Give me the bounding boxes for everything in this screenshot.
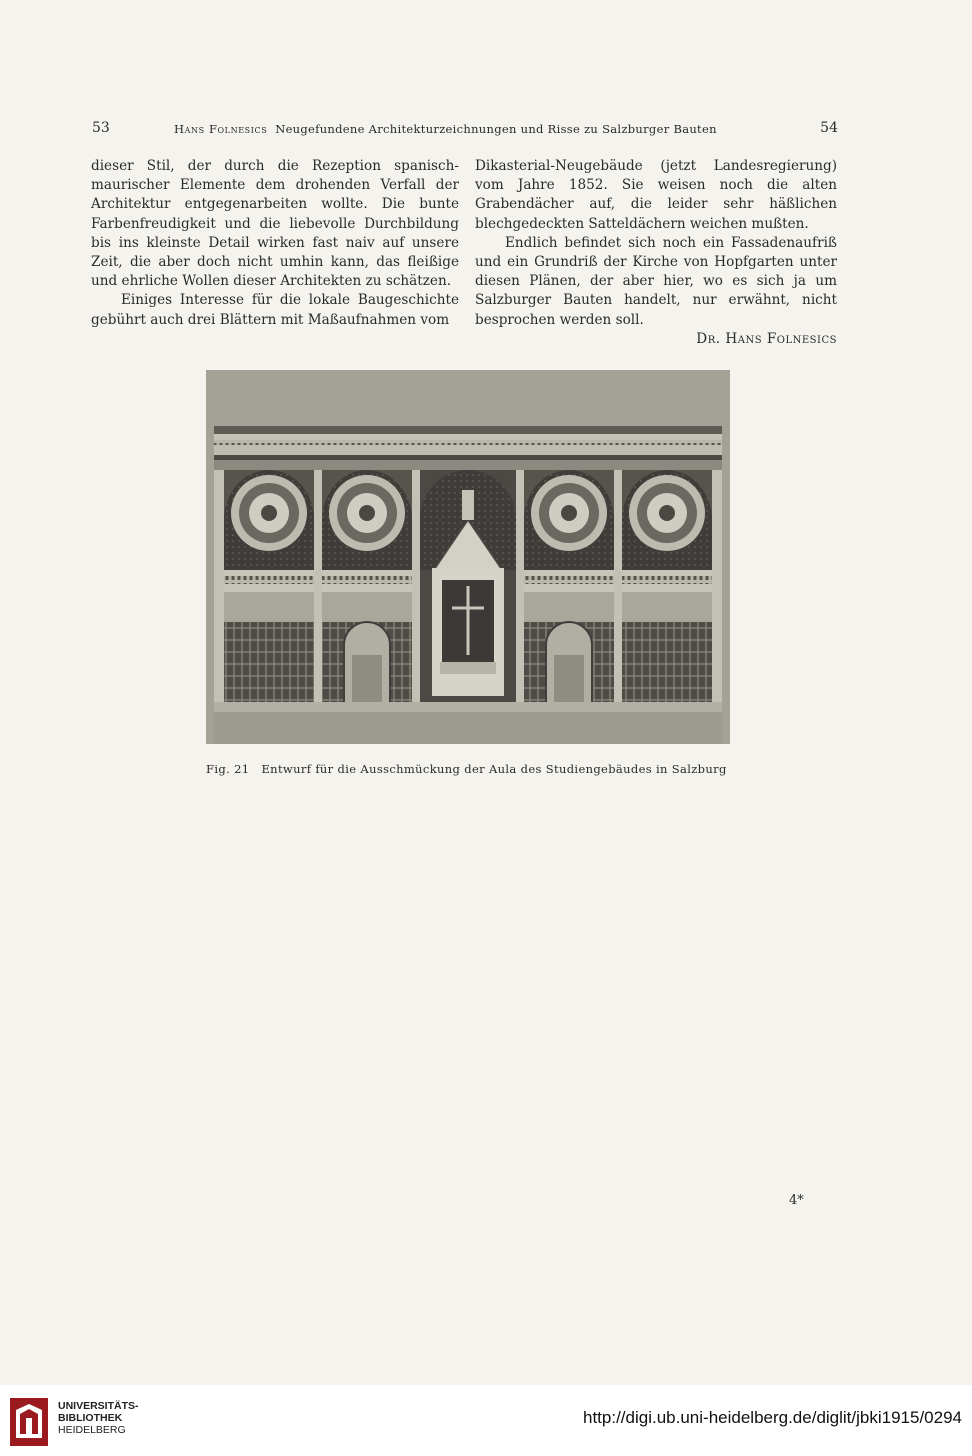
university-library-logo-icon[interactable]	[10, 1398, 48, 1446]
left-paragraph-1: dieser Stil, der durch die Rezeption spanisch-maurischer Elemente dem drohenden Verfall der Architektur entgegenarbeiten wollte. Die bunte Farbenfreudigkeit und die liebevolle Durchbildung bis ins kleinste Detail wirken fast naiv auf unsere Zeit, die aber doch nicht umhin kann, das fleißige und ehrliche Wollen dieser Architekten zu schätzen.	[91, 158, 459, 290]
running-header	[92, 120, 838, 142]
left-paragraph-2: Einiges Interesse für die lokale Baugeschichte gebührt auch drei Blättern mit Maßaufnahmen vom	[91, 292, 459, 328]
document-url-link[interactable]: http://digi.ub.uni-heidelberg.de/diglit/jbki1915/0294	[583, 1408, 962, 1427]
page-signature: 4*	[789, 1193, 804, 1208]
frieze-ornament	[214, 455, 722, 460]
right-paragraph-2-text: Endlich befindet sich noch ein Fassadenaufriß und ein Grundriß der Kirche von Hopfgarten unter diesen Plänen, der aber hier, wo es sich ja um Salzburger Bauten handelt, nur erwähnt, nicht besprochen werden soll.	[475, 234, 837, 328]
left-column	[91, 157, 459, 330]
arcade	[214, 470, 722, 710]
aula-wall-design-drawing	[206, 370, 730, 744]
figure-illustration	[206, 370, 730, 744]
right-paragraph-2	[475, 234, 837, 330]
library-name-line1: UNIVERSITÄTS-	[58, 1400, 139, 1412]
header-author: Hans Folnesics	[174, 122, 268, 136]
right-paragraph-1: Dikasterial-Neugebäude (jetzt Landesregierung) vom Jahre 1852. Sie weisen noch die alten Grabendächer auf, die leider sehr häßlichen blechgedeckten Satteldächern weichen mußten.	[475, 158, 837, 232]
header-title: Neugefundene Architekturzeichnungen und Risse zu Salzburger Bauten	[275, 122, 717, 136]
author-signature: Dr. Hans Folnesics	[696, 330, 837, 347]
page-number-left: 53	[92, 120, 110, 136]
figure-number: Fig. 21	[206, 762, 250, 776]
library-name-line3: HEIDELBERG	[58, 1424, 126, 1436]
library-name	[58, 1400, 139, 1436]
library-footer	[0, 1385, 972, 1456]
library-name-line2: BIBLIOTHEK	[58, 1412, 123, 1424]
figure-caption	[206, 762, 727, 776]
figure-caption-text: Entwurf für die Ausschmückung der Aula des Studiengebäudes in Salzburg	[261, 762, 727, 776]
running-title	[174, 122, 717, 136]
signature-line	[475, 330, 837, 349]
page-number-right: 54	[820, 120, 838, 136]
right-column	[475, 157, 837, 349]
